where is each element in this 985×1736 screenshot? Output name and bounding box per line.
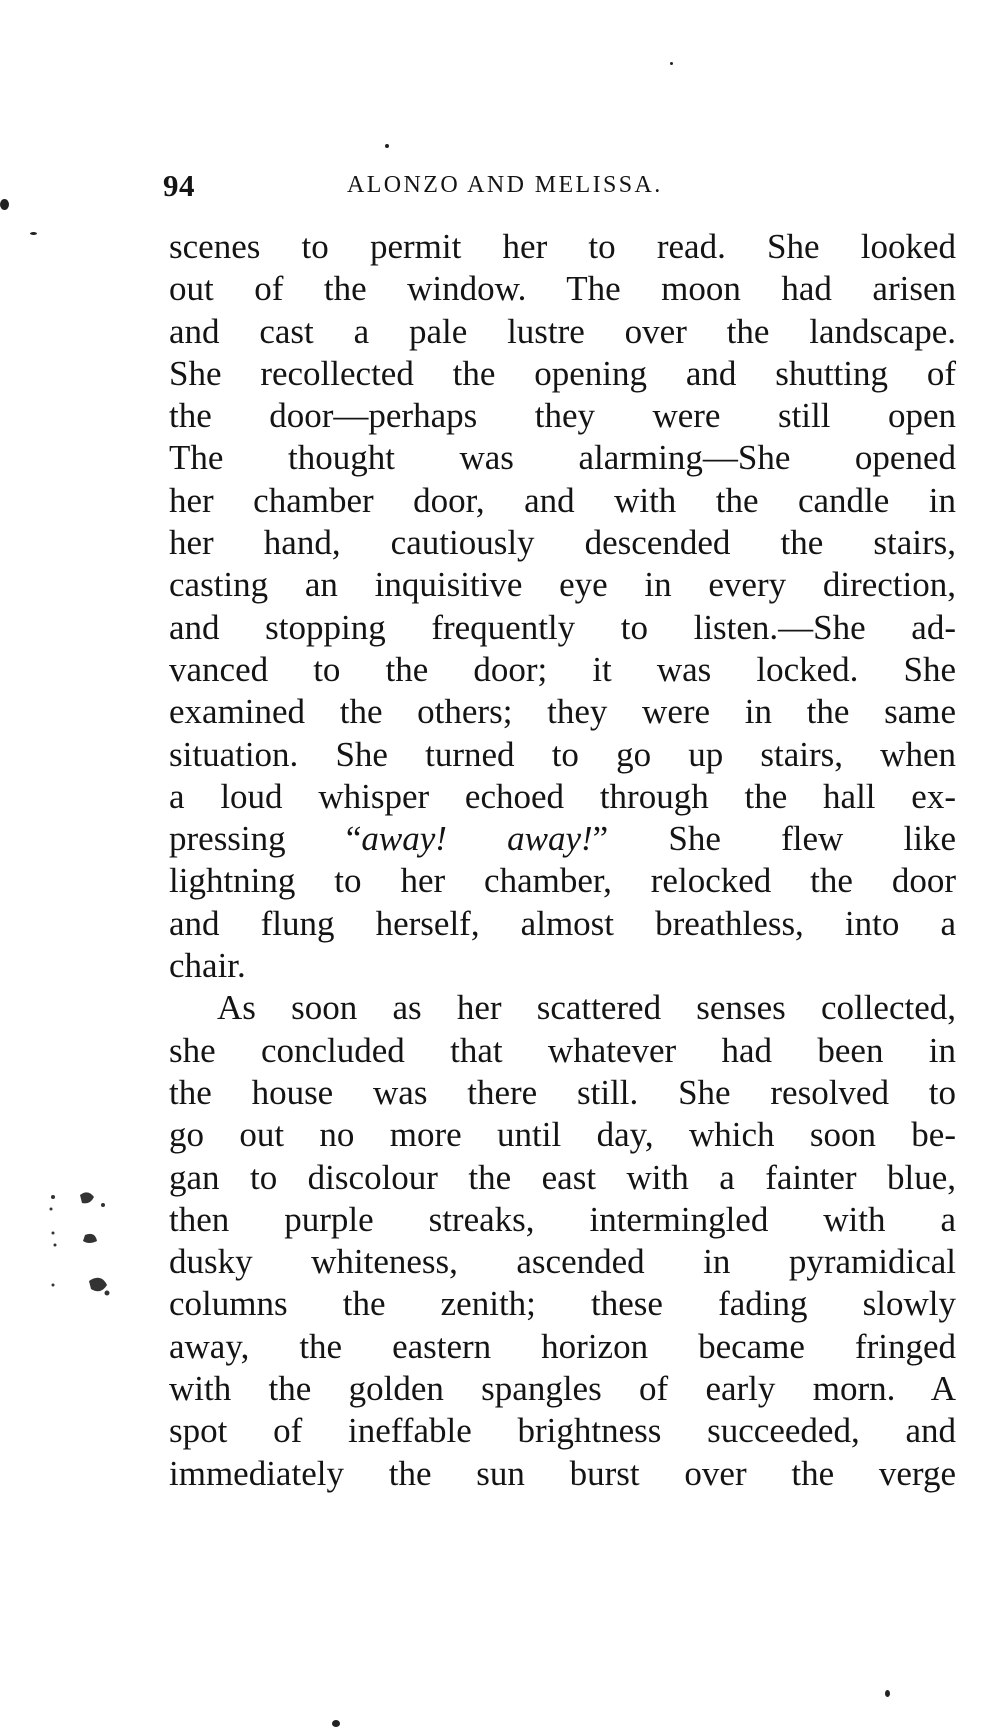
text-line: and cast a pale lustre over the landscape. bbox=[169, 311, 956, 351]
text-line: casting an inquisitive eye in every direction, bbox=[169, 565, 956, 605]
text-line: The thought was alarming—She opened bbox=[169, 438, 956, 478]
ink-speck bbox=[670, 62, 673, 65]
quote-trail-text: ” She flew like bbox=[592, 819, 956, 859]
page-number: 94 bbox=[163, 168, 195, 203]
text-line: columns the zenith; these fading slowly bbox=[169, 1284, 956, 1324]
text-line: the house was there still. She resolved to bbox=[169, 1072, 956, 1112]
text-line: she concluded that whatever had been in bbox=[169, 1030, 956, 1070]
text-line: scenes to permit her to read. She looked bbox=[169, 227, 956, 266]
text-line: a loud whisper echoed through the hall ex- bbox=[169, 776, 956, 816]
ink-speck bbox=[385, 144, 389, 148]
paragraph-2 bbox=[169, 987, 956, 1495]
running-title: ALONZO AND MELISSA. bbox=[347, 172, 663, 198]
text-line-quote bbox=[169, 818, 956, 860]
ink-speck bbox=[332, 1720, 340, 1727]
text-line: go out no more until day, which soon be- bbox=[169, 1115, 956, 1155]
text-line: her chamber door, and with the candle in bbox=[169, 480, 956, 520]
text-line: spot of ineffable brightness succeeded, and bbox=[169, 1411, 956, 1451]
text-line: examined the others; they were in the same bbox=[169, 692, 956, 732]
italic-quote: away! away! bbox=[361, 819, 593, 859]
text-line: dusky whiteness, ascended in pyramidical bbox=[169, 1242, 956, 1282]
ink-speck bbox=[30, 232, 37, 235]
ink-speck bbox=[0, 199, 9, 210]
paragraph-1 bbox=[169, 226, 956, 987]
text-line: chair. bbox=[169, 946, 246, 986]
text-line: then purple streaks, intermingled with a bbox=[169, 1199, 956, 1239]
text-line: out of the window. The moon had arisen bbox=[169, 269, 956, 309]
margin-smudge-icon bbox=[45, 1185, 137, 1315]
text-line: with the golden spangles of early morn. A bbox=[169, 1369, 956, 1409]
text-line: As soon as her scattered senses collected, bbox=[217, 988, 956, 1028]
text-line: vanced to the door; it was locked. She bbox=[169, 649, 956, 689]
text-line: situation. She turned to go up stairs, when bbox=[169, 734, 956, 774]
ink-speck bbox=[885, 1690, 890, 1697]
quote-lead-text: pressing “ bbox=[169, 819, 362, 859]
text-line: the door—perhaps they were still open bbox=[169, 396, 956, 436]
page-body bbox=[169, 226, 956, 1495]
text-line: gan to discolour the east with a fainter blue, bbox=[169, 1157, 956, 1197]
text-line: immediately the sun burst over the verge bbox=[169, 1453, 956, 1493]
text-line: She recollected the opening and shutting of bbox=[169, 353, 956, 393]
text-line: away, the eastern horizon became fringed bbox=[169, 1326, 956, 1366]
text-line: and stopping frequently to listen.—She ad- bbox=[169, 607, 956, 647]
text-line: her hand, cautiously descended the stairs, bbox=[169, 523, 956, 563]
running-header bbox=[163, 168, 763, 208]
text-line: lightning to her chamber, relocked the door bbox=[169, 861, 956, 901]
text-line: and flung herself, almost breathless, into a bbox=[169, 903, 956, 943]
